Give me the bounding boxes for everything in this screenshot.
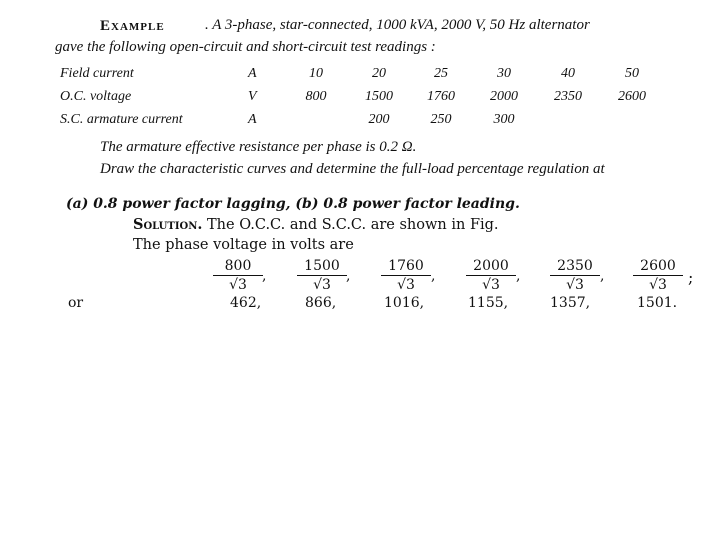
row-label: Field current: [60, 66, 134, 81]
separator: ,: [346, 268, 351, 284]
table-cell: 2000: [490, 89, 518, 104]
table-cell: 300: [493, 112, 515, 127]
table-cell: 25: [434, 66, 448, 81]
example-statement-line2: gave the following open-circuit and short-circuit test readings :: [55, 39, 436, 55]
phase-value: 462,: [230, 295, 262, 311]
row-unit: A: [248, 112, 257, 127]
separator: ,: [431, 268, 436, 284]
phase-value: 866,: [305, 295, 337, 311]
row-label: O.C. voltage: [60, 89, 132, 104]
table-cell: 20: [372, 66, 386, 81]
phase-value: 1501.: [637, 295, 678, 311]
phase-value: 1016,: [384, 295, 425, 311]
example-label: Example: [100, 18, 165, 34]
table-cell: 2600: [618, 89, 646, 104]
phase-voltage-heading: The phase voltage in volts are: [133, 237, 354, 253]
example-statement: . A 3-phase, star-connected, 1000 kVA, 2000 V, 50 Hz alternator: [205, 17, 590, 33]
phase-voltage-fraction: $\frac{800}{√3}$: [213, 258, 263, 293]
or-label: or: [68, 295, 84, 311]
table-cell: 800: [305, 89, 327, 104]
phase-voltage-fraction: $\frac{1500}{√3}$: [297, 258, 347, 293]
phase-voltage-fraction: $\frac{2350}{√3}$: [550, 258, 600, 293]
table-cell: 250: [430, 112, 452, 127]
table-cell: 30: [497, 66, 511, 81]
draw-instruction: Draw the characteristic curves and determine the full-load percentage regulation at: [100, 161, 605, 177]
solution-line: [133, 216, 499, 233]
separator: ;: [688, 268, 694, 287]
solution-label: Solution.: [133, 216, 203, 233]
resistance-note: The armature effective resistance per phase is 0.2 Ω.: [100, 139, 417, 155]
separator: ,: [516, 268, 521, 284]
solution-text: The O.C.C. and S.C.C. are shown in Fig.: [207, 217, 499, 233]
phase-voltage-fraction: $\frac{2600}{√3}$: [633, 258, 683, 293]
table-cell: 1760: [427, 89, 455, 104]
phase-value: 1155,: [468, 295, 509, 311]
table-cell: 40: [561, 66, 575, 81]
row-unit: A: [248, 66, 257, 81]
power-factor-cases: (a) 0.8 power factor lagging, (b) 0.8 power factor leading.: [66, 196, 520, 212]
row-label: S.C. armature current: [60, 112, 183, 127]
table-cell: 50: [625, 66, 639, 81]
separator: ,: [262, 268, 267, 284]
phase-voltage-fraction: $\frac{1760}{√3}$: [381, 258, 431, 293]
row-unit: V: [248, 89, 257, 104]
table-cell: 1500: [365, 89, 393, 104]
table-cell: 200: [368, 112, 390, 127]
separator: ,: [600, 268, 605, 284]
phase-voltage-fraction: $\frac{2000}{√3}$: [466, 258, 516, 293]
table-cell: 10: [309, 66, 323, 81]
table-cell: 2350: [554, 89, 582, 104]
phase-value: 1357,: [550, 295, 591, 311]
